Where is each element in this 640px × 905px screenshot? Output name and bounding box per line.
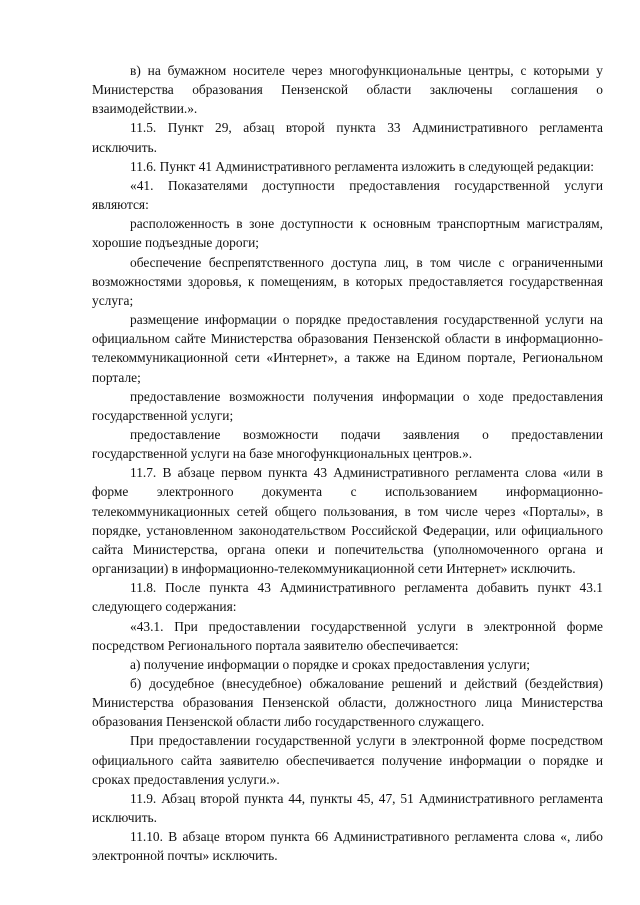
paragraph-11-7: 11.7. В абзаце первом пункта 43 Административного регламента слова «или в форме электронного документа с использованием информационно-телекоммуникационных сетей общего пользования, в том числе через «Порталы», в порядке, установленном законодательством Российской Федерации, или официального сайта Министерства, органа опеки и попечительства (уполномоченного органа и организации) в информационно-телекоммуникационной сети Интернет» исключить. xyxy=(92,465,603,577)
paragraph-11-8: 11.8. После пункта 43 Административного регламента добавить пункт 43.1 следующего содержания: xyxy=(92,580,603,615)
paragraph-progress-info: предоставление возможности получения информации о ходе предоставления государственной услуги; xyxy=(92,388,603,423)
paragraph-item-b: б) досудебное (внесудебное) обжалование решений и действий (бездействия) Министерства образования Пензенской области, должностного лица Министерства образования Пензенской области либо государственного служащего. xyxy=(92,676,603,730)
paragraph-43-1: «43.1. При предоставлении государственной услуги в электронной форме посредством Регионального портала заявителю обеспечивается: xyxy=(92,618,603,653)
paragraph-item-a: а) получение информации о порядке и сроках предоставления услуги; xyxy=(130,656,531,672)
paragraph-website-info: размещение информации о порядке предоставления государственной услуги на официальном сайте Министерства образования Пензенской области в информационно-телекоммуникационной сети «Интернет», а также на Едином портале, Региональном портале; xyxy=(92,312,603,385)
paragraph-mfc-application: предоставление возможности подачи заявления о предоставлении государственной услуги на базе многофункциональных центров.». xyxy=(92,426,603,462)
paragraph-11-10: 11.10. В абзаце втором пункта 66 Административного регламента слова «, либо электронной почты» исключить. xyxy=(92,829,603,864)
paragraph-barrier-free-access: обеспечение беспрепятственного доступа лиц, в том числе с ограниченными возможностями здоровья, к помещениям, в которых предоставляется государственная услуга; xyxy=(92,254,603,308)
paragraph-official-site: При предоставлении государственной услуги в электронной форме посредством официального сайта заявителю обеспечивается получение информации о порядке и сроках предоставления услуги.». xyxy=(92,733,603,787)
paragraph-11-6: 11.6. Пункт 41 Административного регламента изложить в следующей редакции: xyxy=(130,158,595,174)
paragraph-41-heading: «41. Показателями доступности предоставления государственной услуги являются: xyxy=(92,177,603,213)
paragraph-item-v-paper: в) на бумажном носителе через многофункциональные центры, с которыми у Министерства образования Пензенской области заключены соглашения о взаимодействии.». xyxy=(92,63,603,117)
paragraph-11-5: 11.5. Пункт 29, абзац второй пункта 33 Административного регламента исключить. xyxy=(92,120,603,155)
paragraph-11-9: 11.9. Абзац второй пункта 44, пункты 45, 47, 51 Административного регламента исключить. xyxy=(92,790,603,826)
paragraph-transport-access: расположенность в зоне доступности к основным транспортным магистралям, хорошие подъездные дороги; xyxy=(92,216,603,251)
